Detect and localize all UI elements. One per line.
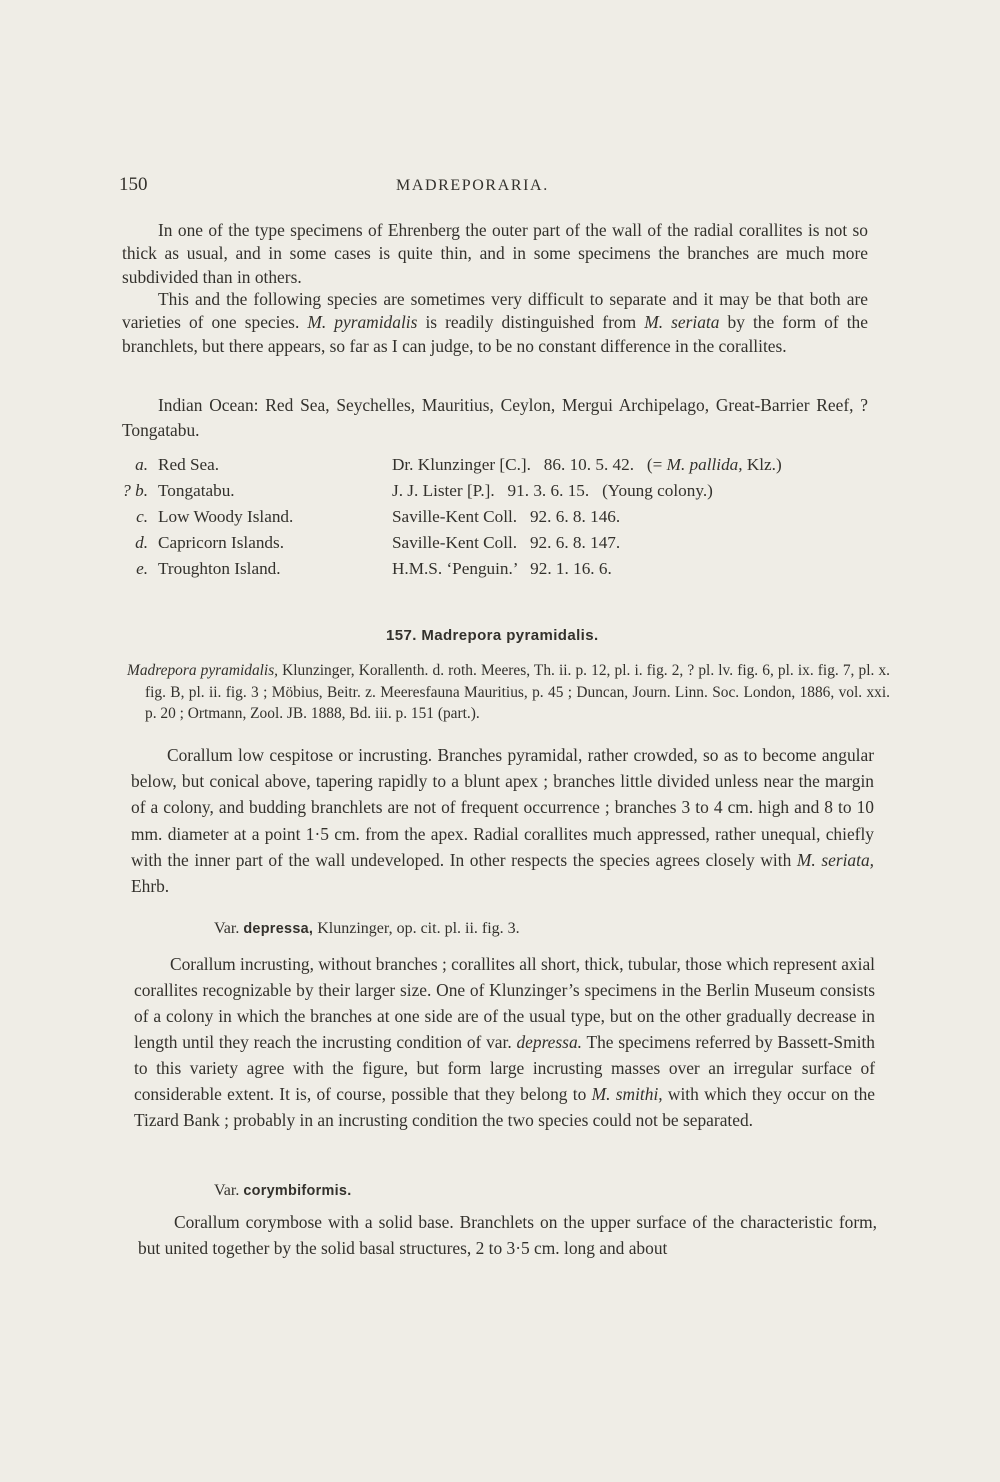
variety-depressa-heading (214, 920, 520, 938)
variety-corymbiformis-heading (214, 1182, 352, 1200)
description-text: Corallum low cespitose or incrusting. Branches pyramidal, rather crowded, so as to become angular below, but conical above, tapering rapidly to a blunt apex ; branches little divided unless near the margin of a colony, and budding branchlets are not of frequent occurrence ; branches 3 to 4 cm. high and 8 to 10 mm. diameter at a point 1·5 cm. from the apex. Radial corallites much appressed, rather unequal, chiefly with the inner part of the wall undeveloped. In other respects the species agrees closely with (131, 745, 874, 870)
intro-paragraph-1: In one of the type specimens of Ehrenberg the outer part of the wall of the radial corallites is not so thick as usual, and in some cases is quite thin, and in some specimens the branches are much more subdivided than in others. (122, 220, 868, 287)
intro-p2-text-c: by the form of the branchlets, but there appears, so far as I can judge, to be no constant difference in the corallites. (122, 312, 868, 356)
specimen-letter: d. (135, 533, 148, 552)
specimen-row (0, 559, 780, 583)
specimen-source: H.M.S. ‘Penguin.’ 92. 1. 16. 6. (392, 559, 612, 578)
synonymy-paragraph (127, 660, 890, 725)
specimen-source (392, 455, 782, 475)
specimen-locality: Troughton Island. (158, 559, 281, 578)
running-title: MADREPORARIA. (396, 177, 549, 194)
specimen-source: Saville-Kent Coll. 92. 6. 8. 146. (392, 507, 621, 526)
specimen-locality: Low Woody Island. (158, 507, 294, 526)
specimen-row (0, 507, 780, 531)
depressa-text-1: Corallum incrusting, without branches ; corallites all short, thick, tubular, those which represent axial corallites recognizable by their larger size. One of Klunzinger’s specimens in the Berlin Museum consists of a colony in which the branches at one side are of the usual type, but on the other gradually decrease in length until they reach the incrusting condition of var. (134, 954, 875, 1052)
intro-p2-text-b: is readily distinguished from (417, 312, 645, 333)
specimen-letter: ? b. (122, 481, 148, 500)
depressa-italic-1: depressa. (516, 1032, 582, 1052)
distribution-paragraph: Indian Ocean: Red Sea, Seychelles, Mauritius, Ceylon, Mergui Archipelago, Great-Barrier Reef, ?Tongatabu. (122, 395, 868, 440)
specimen-letter: a. (135, 455, 148, 474)
specimen-row (0, 481, 780, 505)
specimen-source: J. J. Lister [P.]. 91. 3. 6. 15. (Young colony.) (392, 481, 713, 500)
page-number: 150 (119, 174, 148, 195)
specimen-locality: Capricorn Islands. (158, 533, 285, 552)
intro-p2-text-a: This and the following species are sometimes very difficult to separate and it may be that both are varieties of one species. (122, 289, 868, 333)
intro-p2-species-b: M. seriata (644, 312, 720, 333)
specimen-locality: Red Sea. (158, 455, 220, 474)
depressa-text-3: with which they occur on the Tizard Bank ; probably in an incrusting condition the two species could not be separated. (134, 1084, 876, 1130)
description-species: M. seriata, (796, 849, 874, 870)
specimen-letter: c. (136, 507, 148, 526)
depressa-italic-2: M. smithi, (591, 1084, 663, 1104)
species-description (131, 742, 874, 899)
variety-prefix: Var. (214, 1182, 244, 1199)
species-heading: 157. Madrepora pyramidalis. (386, 627, 599, 644)
intro-p2-species-a: M. pyramidalis (307, 312, 418, 333)
variety-depressa-description (134, 951, 875, 1133)
variety-corymbiformis-description: Corallum corymbose with a solid base. Branchlets on the upper surface of the characteristic form, but united together by the solid basal structures, 2 to 3·5 cm. long and about (138, 1212, 877, 1258)
source-italic: M. pallida, (666, 455, 743, 474)
variety-prefix: Var. (214, 920, 244, 937)
intro-paragraph-2 (122, 288, 868, 358)
specimen-row (0, 455, 780, 479)
variety-name: corymbiformis. (243, 1183, 352, 1199)
specimen-table (0, 455, 900, 585)
depressa-text-2: The specimens referred by Bassett-Smith to this variety agree with the figure, but form large incrusting masses over an irregular surface of considerable extent. It is, of course, possible that they belong to (134, 1032, 875, 1104)
variety-citation: Klunzinger, op. cit. pl. ii. fig. 3. (313, 920, 520, 937)
description-tail: Ehrb. (131, 876, 170, 897)
specimen-source: Saville-Kent Coll. 92. 6. 8. 147. (392, 533, 621, 552)
synonymy-name: Madrepora pyramidalis, (127, 662, 279, 679)
specimen-row (0, 533, 780, 557)
specimen-letter: e. (136, 559, 148, 578)
specimen-locality: Tongatabu. (158, 481, 235, 500)
variety-name: depressa, (243, 921, 314, 937)
source-text: Dr. Klunzinger [C.]. 86. 10. 5. 42. (= (392, 455, 667, 474)
synonymy-text: Klunzinger, Korallenth. d. roth. Meeres, Th. ii. p. 12, pl. i. fig. 2, ? pl. lv. fig. 6, pl. ix. fig. 7, pl. x. fig. B, pl. ii. fig. 3 ; Möbius, Beitr. z. Meeresfauna Mauritius, p. 45 ; Duncan, Journ. Linn. Soc. London, 1886, vol. xxi. p. 20 ; Ortmann, Zool. JB. 1888, Bd. iii. p. 151 (part.). (145, 662, 890, 723)
source-tail: Klz.) (742, 455, 782, 474)
